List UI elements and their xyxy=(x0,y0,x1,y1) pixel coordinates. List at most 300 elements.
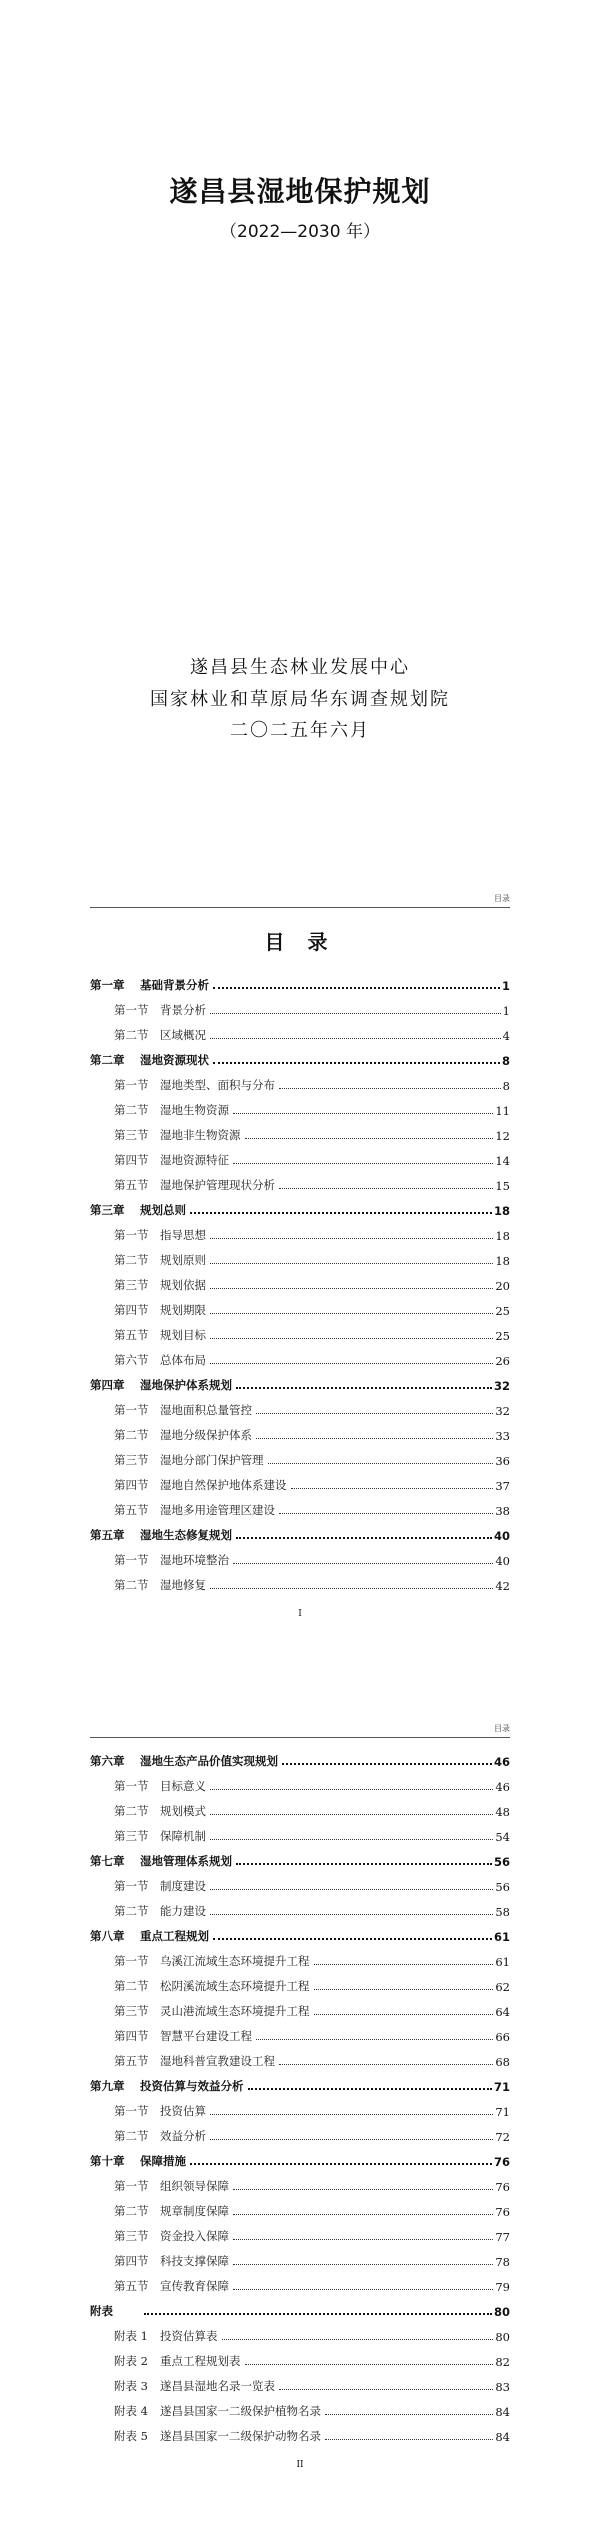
toc-entry-page: 80 xyxy=(493,2305,510,2319)
toc-chapter-entry[interactable] xyxy=(90,1518,510,1543)
toc-entry-number: 第二节 xyxy=(114,1028,149,1042)
toc-leader-dots xyxy=(210,2139,493,2140)
toc-section-entry[interactable] xyxy=(90,2344,510,2369)
toc-entry-number: 第一节 xyxy=(114,1879,149,1893)
toc-entry-page: 79 xyxy=(495,2280,510,2294)
toc-entry-label xyxy=(114,1252,206,1268)
toc-entry-label xyxy=(114,2128,206,2144)
toc-chapter-entry[interactable] xyxy=(90,2144,510,2169)
toc-entry-title: 遂昌县湿地名录一览表 xyxy=(160,2379,275,2393)
toc-leader-dots xyxy=(213,1062,500,1064)
toc-entry-number: 附表 xyxy=(90,2304,113,2318)
toc-section-entry[interactable] xyxy=(90,1243,510,1268)
header-label: 目录 xyxy=(494,1724,510,1733)
toc-section-entry[interactable] xyxy=(90,2394,510,2419)
toc-section-entry[interactable] xyxy=(90,1944,510,1969)
toc-entry-number: 第一节 xyxy=(114,1954,149,1968)
cover-title: 遂昌县湿地保护规划 xyxy=(169,175,431,208)
toc-entry-title: 湿地生物资源 xyxy=(160,1103,229,1117)
toc-leader-dots xyxy=(213,1938,492,1940)
toc-entry-number: 第二节 xyxy=(114,1428,149,1442)
toc-entry-page: 56 xyxy=(493,1855,510,1869)
toc-entry-page: 18 xyxy=(495,1254,510,1268)
toc-leader-dots xyxy=(325,2439,493,2440)
toc-entry-page: 77 xyxy=(495,2230,510,2244)
toc-entry-title: 规划原则 xyxy=(160,1253,206,1267)
toc-entry-page: 32 xyxy=(495,1404,510,1418)
toc-entry-title: 目标意义 xyxy=(160,1779,206,1793)
toc-entry-number: 第一节 xyxy=(114,1779,149,1793)
toc-entry-title: 规划目标 xyxy=(160,1328,206,1342)
toc-leader-dots xyxy=(210,1839,493,1840)
toc-entry-label xyxy=(114,1077,275,1093)
toc-entry-page: 14 xyxy=(495,1154,510,1168)
toc-entry-number: 附表 3 xyxy=(114,2379,148,2393)
toc-chapter-entry[interactable] xyxy=(90,1368,510,1393)
cover-organization-2: 国家林业和草原局华东调查规划院 xyxy=(150,689,450,710)
toc-entry-number: 第三节 xyxy=(114,1278,149,1292)
toc-entry-number: 第三节 xyxy=(114,2229,149,2243)
toc-leader-dots xyxy=(236,1863,492,1865)
toc-entry-label xyxy=(90,2303,140,2319)
toc-entry-title: 指导思想 xyxy=(160,1228,206,1242)
toc-entry-number: 第三节 xyxy=(114,1829,149,1843)
toc-entry-page: 61 xyxy=(493,1930,510,1944)
toc-entry-page: 1 xyxy=(502,1004,510,1018)
toc-section-entry[interactable] xyxy=(90,2219,510,2244)
toc-section-entry[interactable] xyxy=(90,1794,510,1819)
toc-entry-label xyxy=(114,2353,241,2369)
toc-entry-label xyxy=(114,2378,275,2394)
toc-entry-page: 12 xyxy=(495,1129,510,1143)
toc-entry-label xyxy=(114,1227,206,1243)
toc-section-entry[interactable] xyxy=(90,1819,510,1844)
toc-entry-page: 83 xyxy=(495,2380,510,2394)
toc-section-entry[interactable] xyxy=(90,1143,510,1168)
toc-entry-title: 湿地科普宣教建设工程 xyxy=(160,2054,275,2068)
toc-entry-number: 第七章 xyxy=(90,1854,125,1868)
toc-entry-page: 66 xyxy=(495,2030,510,2044)
toc-entry-title: 规划依据 xyxy=(160,1278,206,1292)
toc-entry-title: 湿地环境整治 xyxy=(160,1553,229,1567)
toc-entry-number: 附表 4 xyxy=(114,2404,148,2418)
toc-entry-page: 18 xyxy=(495,1229,510,1243)
toc-section-entry[interactable] xyxy=(90,1894,510,1919)
toc-section-entry[interactable] xyxy=(90,2169,510,2194)
toc-leader-dots xyxy=(210,1814,493,1815)
page-number: I xyxy=(298,1609,302,1619)
toc-entry-title: 背景分析 xyxy=(160,1003,206,1017)
toc-entry-label xyxy=(114,2028,252,2044)
toc-section-entry[interactable] xyxy=(90,1318,510,1343)
toc-leader-dots xyxy=(256,1438,493,1439)
toc-entry-title: 湿地生态修复规划 xyxy=(140,1528,232,1542)
toc-entry-label xyxy=(114,1477,287,1493)
toc-entry-title: 规划总则 xyxy=(140,1203,186,1217)
toc-entry-page: 36 xyxy=(495,1454,510,1468)
toc-entry-page: 46 xyxy=(493,1755,510,1769)
toc-entry-label xyxy=(114,2003,310,2019)
toc-leader-dots xyxy=(236,1537,492,1539)
toc-section-entry[interactable] xyxy=(90,1118,510,1143)
toc-entry-page: 25 xyxy=(495,1304,510,1318)
toc-list xyxy=(90,1744,510,2444)
toc-leader-dots xyxy=(245,1138,494,1139)
toc-entry-title: 重点工程规划 xyxy=(140,1929,209,1943)
toc-entry-page: 42 xyxy=(495,1579,510,1593)
toc-section-entry[interactable] xyxy=(90,2244,510,2269)
toc-entry-title: 保障措施 xyxy=(140,2154,186,2168)
toc-page-1 xyxy=(90,893,510,1619)
toc-section-entry[interactable] xyxy=(90,1568,510,1593)
toc-section-entry[interactable] xyxy=(90,1068,510,1093)
toc-entry-page: 25 xyxy=(495,1329,510,1343)
toc-leader-dots xyxy=(279,1088,501,1089)
toc-chapter-entry[interactable] xyxy=(90,1919,510,1944)
toc-entry-label xyxy=(114,1002,206,1018)
toc-entry-number: 第一节 xyxy=(114,1403,149,1417)
toc-entry-page: 8 xyxy=(502,1079,510,1093)
toc-entry-number: 第三节 xyxy=(114,1128,149,1142)
toc-entry-label xyxy=(114,1352,206,1368)
toc-entry-label xyxy=(114,1878,206,1894)
toc-leader-dots xyxy=(279,1513,493,1514)
toc-entry-label xyxy=(114,1577,206,1593)
toc-entry-title: 湿地保护体系规划 xyxy=(140,1378,232,1392)
toc-leader-dots xyxy=(256,2039,493,2040)
page-number: II xyxy=(296,2460,304,2470)
toc-entry-number: 第一节 xyxy=(114,2104,149,2118)
toc-entry-label xyxy=(90,1377,232,1393)
toc-entry-label xyxy=(114,1953,310,1969)
toc-entry-number: 第二节 xyxy=(114,1578,149,1592)
toc-entry-number: 第一节 xyxy=(114,1553,149,1567)
toc-entry-page: 15 xyxy=(495,1179,510,1193)
toc-leader-dots xyxy=(314,1989,494,1990)
toc-entry-page: 46 xyxy=(495,1780,510,1794)
toc-entry-number: 第二节 xyxy=(114,2204,149,2218)
toc-section-entry[interactable] xyxy=(90,1293,510,1318)
toc-section-entry[interactable] xyxy=(90,1468,510,1493)
toc-entry-label xyxy=(114,2103,206,2119)
toc-leader-dots xyxy=(190,1212,492,1214)
toc-entry-page: 40 xyxy=(493,1529,510,1543)
toc-leader-dots xyxy=(279,2389,493,2390)
toc-entry-page: 76 xyxy=(495,2205,510,2219)
toc-section-entry[interactable] xyxy=(90,2019,510,2044)
toc-entry-label xyxy=(114,1277,206,1293)
toc-entry-label xyxy=(114,1402,252,1418)
toc-section-entry[interactable] xyxy=(90,1168,510,1193)
toc-list xyxy=(90,968,510,1593)
toc-entry-title: 湿地分级保护体系 xyxy=(160,1428,252,1442)
toc-entry-title: 遂昌县国家一二级保护植物名录 xyxy=(160,2404,321,2418)
toc-leader-dots xyxy=(236,1387,492,1389)
toc-section-entry[interactable] xyxy=(90,1093,510,1118)
toc-entry-title: 乌溪江流域生态环境提升工程 xyxy=(160,1954,310,1968)
toc-entry-label xyxy=(114,1177,275,1193)
toc-section-entry[interactable] xyxy=(90,2194,510,2219)
toc-entry-label xyxy=(114,2228,229,2244)
toc-entry-number: 第六章 xyxy=(90,1754,125,1768)
toc-entry-number: 第三节 xyxy=(114,1453,149,1467)
toc-section-entry[interactable] xyxy=(90,2419,510,2444)
toc-leader-dots xyxy=(190,2163,492,2165)
toc-leader-dots xyxy=(233,2289,493,2290)
toc-entry-label xyxy=(90,2153,186,2169)
toc-section-entry[interactable] xyxy=(90,1869,510,1894)
toc-entry-number: 第三章 xyxy=(90,1203,125,1217)
toc-entry-number: 附表 2 xyxy=(114,2354,148,2368)
toc-entry-number: 第四节 xyxy=(114,2254,149,2268)
toc-leader-dots xyxy=(291,1488,494,1489)
toc-entry-page: 62 xyxy=(495,1980,510,1994)
cover-years: （2022—2030 年） xyxy=(220,222,380,242)
toc-entry-title: 区域概况 xyxy=(160,1028,206,1042)
toc-entry-number: 第一节 xyxy=(114,1003,149,1017)
toc-entry-number: 第一节 xyxy=(114,1228,149,1242)
toc-entry-page: 56 xyxy=(495,1880,510,1894)
toc-leader-dots xyxy=(233,1163,493,1164)
toc-entry-label xyxy=(90,1202,186,1218)
toc-entry-label xyxy=(114,2203,229,2219)
toc-entry-label xyxy=(114,2053,275,2069)
toc-entry-page: 78 xyxy=(495,2255,510,2269)
toc-entry-label xyxy=(114,2403,321,2419)
toc-entry-page: 80 xyxy=(495,2330,510,2344)
toc-entry-title: 保障机制 xyxy=(160,1829,206,1843)
toc-entry-title: 湿地非生物资源 xyxy=(160,1128,241,1142)
toc-title: 目 录 xyxy=(264,930,336,954)
toc-entry-label xyxy=(114,1152,229,1168)
toc-leader-dots xyxy=(314,1964,494,1965)
toc-leader-dots xyxy=(210,1363,493,1364)
toc-entry-number: 第二节 xyxy=(114,1979,149,1993)
toc-entry-title: 组织领导保障 xyxy=(160,2179,229,2193)
toc-leader-dots xyxy=(279,1188,493,1189)
toc-entry-label xyxy=(114,1502,275,1518)
toc-chapter-entry[interactable] xyxy=(90,2069,510,2094)
toc-entry-title: 规章制度保障 xyxy=(160,2204,229,2218)
toc-entry-label xyxy=(114,1327,206,1343)
toc-leader-dots xyxy=(325,2414,493,2415)
toc-entry-page: 71 xyxy=(495,2105,510,2119)
toc-entry-page: 11 xyxy=(495,1104,510,1118)
toc-entry-number: 附表 5 xyxy=(114,2429,148,2443)
toc-leader-dots xyxy=(222,2339,494,2340)
toc-entry-title: 湿地保护管理现状分析 xyxy=(160,1178,275,1192)
toc-section-entry[interactable] xyxy=(90,993,510,1018)
toc-section-entry[interactable] xyxy=(90,1343,510,1368)
toc-entry-label xyxy=(90,1527,232,1543)
toc-entry-title: 湿地管理体系规划 xyxy=(140,1854,232,1868)
toc-leader-dots xyxy=(268,1463,494,1464)
toc-entry-page: 84 xyxy=(495,2430,510,2444)
toc-leader-dots xyxy=(210,1588,493,1589)
toc-section-entry[interactable] xyxy=(90,2119,510,2144)
toc-entry-number: 第五节 xyxy=(114,1178,149,1192)
toc-section-entry[interactable] xyxy=(90,1994,510,2019)
toc-section-entry[interactable] xyxy=(90,1418,510,1443)
toc-entry-page: 54 xyxy=(495,1830,510,1844)
toc-entry-title: 重点工程规划表 xyxy=(160,2354,241,2368)
toc-leader-dots xyxy=(210,1288,493,1289)
toc-entry-number: 第三节 xyxy=(114,2004,149,2018)
toc-leader-dots xyxy=(314,2014,494,2015)
toc-chapter-entry[interactable] xyxy=(90,968,510,993)
toc-entry-number: 第二节 xyxy=(114,1904,149,1918)
toc-entry-label xyxy=(114,1127,241,1143)
toc-entry-label xyxy=(90,977,209,993)
toc-entry-title: 制度建设 xyxy=(160,1879,206,1893)
toc-entry-page: 26 xyxy=(495,1354,510,1368)
toc-entry-number: 第一章 xyxy=(90,978,125,992)
toc-leader-dots xyxy=(144,2313,492,2315)
toc-entry-title: 湿地修复 xyxy=(160,1578,206,1592)
toc-entry-page: 37 xyxy=(495,1479,510,1493)
toc-entry-number: 第二章 xyxy=(90,1053,125,1067)
toc-section-entry[interactable] xyxy=(90,1769,510,1794)
toc-entry-number: 第四节 xyxy=(114,1303,149,1317)
toc-leader-dots xyxy=(233,2239,493,2240)
toc-entry-title: 湿地面积总量管控 xyxy=(160,1403,252,1417)
toc-section-entry[interactable] xyxy=(90,2094,510,2119)
toc-page-2 xyxy=(90,1723,510,2470)
toc-entry-title: 规划期限 xyxy=(160,1303,206,1317)
toc-entry-page: 38 xyxy=(495,1504,510,1518)
toc-leader-dots xyxy=(233,2189,493,2190)
toc-chapter-entry[interactable] xyxy=(90,1844,510,1869)
toc-entry-number: 第二节 xyxy=(114,1103,149,1117)
toc-section-entry[interactable] xyxy=(90,2269,510,2294)
toc-section-entry[interactable] xyxy=(90,1443,510,1468)
toc-section-entry[interactable] xyxy=(90,1969,510,1994)
toc-leader-dots xyxy=(282,1763,492,1765)
toc-entry-number: 第五章 xyxy=(90,1528,125,1542)
toc-entry-number: 第五节 xyxy=(114,2054,149,2068)
toc-entry-page: 84 xyxy=(495,2405,510,2419)
toc-entry-page: 58 xyxy=(495,1905,510,1919)
toc-entry-title: 湿地分部门保护管理 xyxy=(160,1453,264,1467)
toc-entry-number: 第四章 xyxy=(90,1378,125,1392)
page-header xyxy=(90,893,510,908)
toc-entry-title: 湿地资源特征 xyxy=(160,1153,229,1167)
toc-entry-page: 4 xyxy=(502,1029,510,1043)
toc-entry-label xyxy=(114,2253,229,2269)
toc-entry-label xyxy=(114,1828,206,1844)
toc-entry-number: 第四节 xyxy=(114,1153,149,1167)
toc-chapter-entry[interactable] xyxy=(90,1043,510,1068)
toc-entry-page: 71 xyxy=(493,2080,510,2094)
toc-leader-dots xyxy=(210,1789,493,1790)
toc-entry-title: 投资估算表 xyxy=(160,2329,218,2343)
toc-leader-dots xyxy=(210,1889,493,1890)
toc-leader-dots xyxy=(233,1113,493,1114)
toc-leader-dots xyxy=(210,2114,493,2115)
toc-section-entry[interactable] xyxy=(90,1218,510,1243)
toc-entry-page: 48 xyxy=(495,1805,510,1819)
toc-section-entry[interactable] xyxy=(90,2369,510,2394)
toc-section-entry[interactable] xyxy=(90,2319,510,2344)
toc-entry-title: 投资估算与效益分析 xyxy=(140,2079,244,2093)
toc-entry-page: 20 xyxy=(495,1279,510,1293)
toc-leader-dots xyxy=(256,1413,493,1414)
toc-leader-dots xyxy=(248,2088,492,2090)
toc-entry-title: 规划模式 xyxy=(160,1804,206,1818)
toc-section-entry[interactable] xyxy=(90,2044,510,2069)
toc-entry-label xyxy=(114,2328,218,2344)
toc-entry-page: 1 xyxy=(501,979,510,993)
toc-entry-number: 第五节 xyxy=(114,1503,149,1517)
toc-leader-dots xyxy=(279,2064,493,2065)
toc-leader-dots xyxy=(210,1238,493,1239)
cover-page xyxy=(0,0,600,880)
toc-entry-page: 33 xyxy=(495,1429,510,1443)
toc-leader-dots xyxy=(233,1563,493,1564)
toc-entry-page: 61 xyxy=(495,1955,510,1969)
cover-organization-1: 遂昌县生态林业发展中心 xyxy=(190,657,410,678)
toc-entry-label xyxy=(114,1552,229,1568)
toc-entry-title: 宣传教育保障 xyxy=(160,2279,229,2293)
toc-chapter-entry[interactable] xyxy=(90,2294,510,2319)
toc-entry-number: 第四节 xyxy=(114,1478,149,1492)
toc-entry-title: 松阴溪流域生态环境提升工程 xyxy=(160,1979,310,1993)
toc-entry-number: 第五节 xyxy=(114,1328,149,1342)
toc-entry-number: 第一节 xyxy=(114,2179,149,2193)
toc-entry-page: 18 xyxy=(493,1204,510,1218)
toc-section-entry[interactable] xyxy=(90,1493,510,1518)
toc-entry-number: 第九章 xyxy=(90,2079,125,2093)
toc-entry-title: 灵山港流域生态环境提升工程 xyxy=(160,2004,310,2018)
toc-entry-number: 第八章 xyxy=(90,1929,125,1943)
toc-entry-label xyxy=(114,2428,321,2444)
toc-chapter-entry[interactable] xyxy=(90,1744,510,1769)
toc-section-entry[interactable] xyxy=(90,1543,510,1568)
toc-entry-page: 32 xyxy=(493,1379,510,1393)
toc-leader-dots xyxy=(213,987,500,989)
toc-entry-page: 40 xyxy=(495,1554,510,1568)
toc-leader-dots xyxy=(210,1038,501,1039)
toc-entry-number: 第四节 xyxy=(114,2029,149,2043)
toc-leader-dots xyxy=(210,1338,493,1339)
page-header xyxy=(90,1723,510,1738)
toc-entry-label xyxy=(114,2278,229,2294)
toc-entry-label xyxy=(114,1978,310,1994)
toc-entry-page: 68 xyxy=(495,2055,510,2069)
toc-section-entry[interactable] xyxy=(90,1393,510,1418)
toc-leader-dots xyxy=(210,1263,493,1264)
toc-entry-page: 76 xyxy=(493,2155,510,2169)
toc-section-entry[interactable] xyxy=(90,1268,510,1293)
toc-entry-title: 效益分析 xyxy=(160,2129,206,2143)
toc-entry-label xyxy=(114,1452,264,1468)
toc-entry-number: 第二节 xyxy=(114,2129,149,2143)
toc-leader-dots xyxy=(245,2364,494,2365)
toc-entry-title: 能力建设 xyxy=(160,1904,206,1918)
toc-entry-number: 第六节 xyxy=(114,1353,149,1367)
toc-entry-page: 72 xyxy=(495,2130,510,2144)
toc-entry-title: 总体布局 xyxy=(160,1353,206,1367)
toc-entry-label xyxy=(114,1903,206,1919)
toc-chapter-entry[interactable] xyxy=(90,1193,510,1218)
toc-entry-label xyxy=(114,1027,206,1043)
toc-entry-label xyxy=(90,1753,278,1769)
toc-entry-title: 资金投入保障 xyxy=(160,2229,229,2243)
toc-entry-number: 附表 1 xyxy=(114,2329,148,2343)
toc-entry-page: 82 xyxy=(495,2355,510,2369)
toc-entry-title: 基础背景分析 xyxy=(140,978,209,992)
toc-section-entry[interactable] xyxy=(90,1018,510,1043)
